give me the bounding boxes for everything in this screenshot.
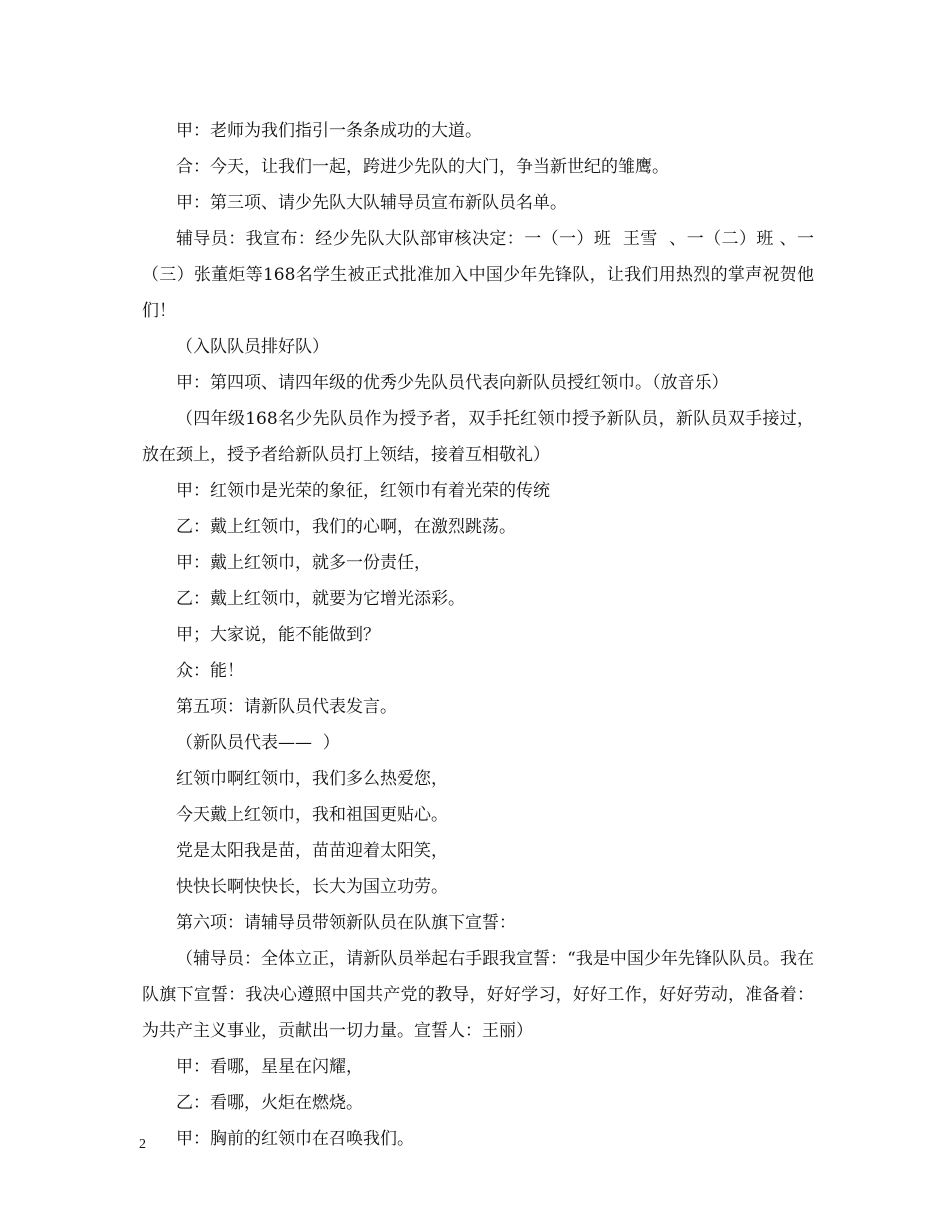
paragraph: 甲；大家说，能不能做到？ (176, 625, 380, 645)
paragraph: 乙：戴上红领巾，就要为它增光添彩。 (176, 589, 465, 609)
paragraph: 乙：看哪，火炬在燃烧。 (176, 1093, 363, 1113)
paragraph: 合：今天，让我们一起，跨进少先队的大门，争当新世纪的雏鹰。 (176, 157, 669, 177)
paragraph: （入队队员排好队） (176, 337, 329, 357)
paragraph: 党是太阳我是苗，苗苗迎着太阳笑， (176, 841, 448, 861)
paragraph: 今天戴上红领巾，我和祖国更贴心。 (176, 805, 448, 825)
paragraph: 第五项：请新队员代表发言。 (176, 697, 397, 717)
paragraph: （辅导员：全体立正，请新队员举起右手跟我宣誓：“我是中国少年先锋队队员。我在队旗下宣誓：我决心遵照中国共产党的教导，好好学习，好好工作，好好劳动，准备着：为共产主义事业，贡献出一切力量。宣誓人：王丽） (142, 949, 814, 1041)
document-body (142, 113, 814, 1157)
paragraph: 甲：胸前的红领巾在召唤我们。 (176, 1129, 414, 1149)
paragraph: 甲：看哪，星星在闪耀， (176, 1057, 363, 1077)
page-number: 2 (139, 1137, 146, 1152)
paragraph: 快快长啊快快长，长大为国立功劳。 (176, 877, 448, 897)
paragraph: 甲：戴上红领巾，就多一份责任， (176, 553, 431, 573)
paragraph: （新队员代表—— ） (176, 733, 340, 753)
paragraph: 众：能！ (176, 661, 244, 681)
paragraph: （四年级168名少先队员作为授予者，双手托红领巾授予新队员，新队员双手接过，放在颈上，授予者给新队员打上领结，接着互相敬礼） (142, 409, 814, 465)
paragraph: 甲：红领巾是光荣的象征，红领巾有着光荣的传统 (176, 481, 550, 501)
paragraph: 辅导员：我宣布：经少先队大队部审核决定：一（一）班 王雪 、一（二）班 、一（三）张董炬等168名学生被正式批准加入中国少年先锋队，让我们用热烈的掌声祝贺他们！ (142, 229, 814, 321)
paragraph: 第六项：请辅导员带领新队员在队旗下宣誓： (176, 913, 516, 933)
paragraph: 甲：老师为我们指引一条条成功的大道。 (176, 121, 482, 141)
paragraph: 乙：戴上红领巾，我们的心啊，在激烈跳荡。 (176, 517, 516, 537)
paragraph: 甲：第三项、请少先队大队辅导员宣布新队员名单。 (176, 193, 567, 213)
paragraph: 红领巾啊红领巾，我们多么热爱您， (176, 769, 448, 789)
paragraph: 甲：第四项、请四年级的优秀少先队员代表向新队员授红领巾。（放音乐） (176, 373, 729, 393)
